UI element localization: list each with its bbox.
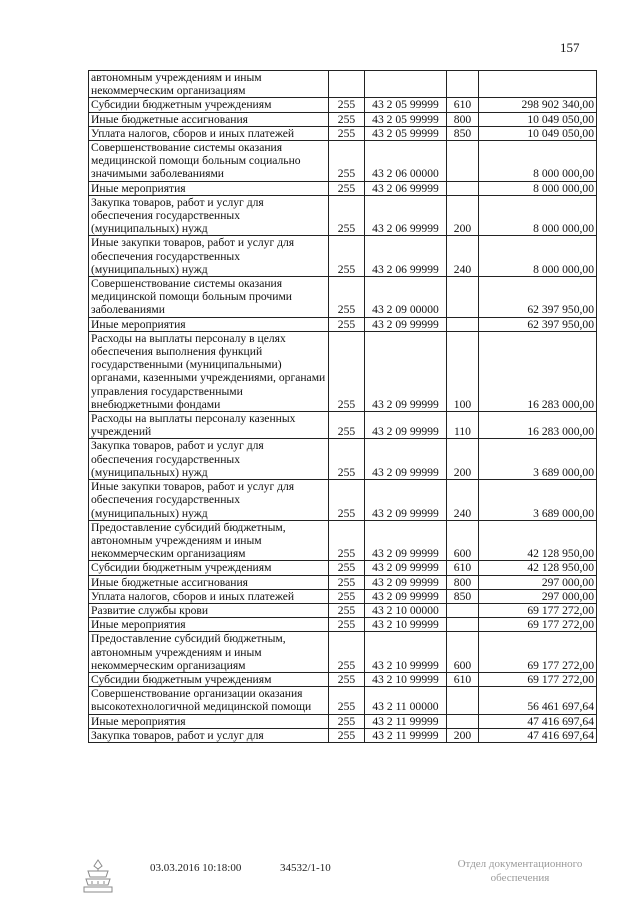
row-name: Расходы на выплаты персоналу в целях обеспечения выполнения функций государственными (муниципальными) органами, казенными учреждениями, органами управления государственными внебюджетными фондами bbox=[89, 331, 329, 411]
row-amount: 42 128 950,00 bbox=[479, 561, 597, 575]
row-name: Иные мероприятия bbox=[89, 317, 329, 331]
row-target-code: 43 2 09 99999 bbox=[365, 439, 447, 480]
row-name: Субсидии бюджетным учреждениям bbox=[89, 98, 329, 112]
row-target-code: 43 2 11 99999 bbox=[365, 714, 447, 728]
row-name: Развитие службы крови bbox=[89, 603, 329, 617]
row-code: 255 bbox=[329, 195, 365, 236]
row-expense-type bbox=[447, 141, 479, 182]
row-target-code: 43 2 10 00000 bbox=[365, 603, 447, 617]
table-row bbox=[89, 480, 597, 521]
table-row bbox=[89, 728, 597, 742]
row-name: Иные закупки товаров, работ и услуг для обеспечения государственных (муниципальных) нужд bbox=[89, 480, 329, 521]
row-expense-type: 800 bbox=[447, 575, 479, 589]
row-target-code: 43 2 10 99999 bbox=[365, 618, 447, 632]
row-expense-type bbox=[447, 317, 479, 331]
table-row bbox=[89, 331, 597, 411]
row-name: Совершенствование системы оказания медицинской помощи больным прочими заболеваниями bbox=[89, 277, 329, 318]
row-name: Совершенствование организации оказания высокотехнологичной медицинской помощи bbox=[89, 687, 329, 714]
row-target-code: 43 2 09 99999 bbox=[365, 412, 447, 439]
department-stamp: Отдел документационного обеспечения bbox=[457, 858, 583, 884]
table-row bbox=[89, 277, 597, 318]
row-target-code: 43 2 06 00000 bbox=[365, 141, 447, 182]
emblem-icon bbox=[80, 857, 116, 895]
table-row bbox=[89, 412, 597, 439]
row-expense-type bbox=[447, 603, 479, 617]
row-name: Иные бюджетные ассигнования bbox=[89, 112, 329, 126]
table-row bbox=[89, 317, 597, 331]
row-target-code: 43 2 09 99999 bbox=[365, 575, 447, 589]
row-amount: 47 416 697,64 bbox=[479, 728, 597, 742]
row-code: 255 bbox=[329, 618, 365, 632]
table-row bbox=[89, 71, 597, 98]
row-code: 255 bbox=[329, 439, 365, 480]
row-expense-type: 800 bbox=[447, 112, 479, 126]
row-target-code: 43 2 09 99999 bbox=[365, 317, 447, 331]
row-amount: 16 283 000,00 bbox=[479, 412, 597, 439]
row-amount: 3 689 000,00 bbox=[479, 480, 597, 521]
row-name: Иные мероприятия bbox=[89, 714, 329, 728]
row-target-code: 43 2 09 99999 bbox=[365, 480, 447, 521]
table-row bbox=[89, 589, 597, 603]
row-target-code: 43 2 10 99999 bbox=[365, 672, 447, 686]
budget-table-body bbox=[89, 71, 597, 743]
row-target-code: 43 2 09 99999 bbox=[365, 589, 447, 603]
row-name: Закупка товаров, работ и услуг для обеспечения государственных (муниципальных) нужд bbox=[89, 195, 329, 236]
row-expense-type: 610 bbox=[447, 561, 479, 575]
row-amount: 8 000 000,00 bbox=[479, 181, 597, 195]
table-row bbox=[89, 141, 597, 182]
row-expense-type: 110 bbox=[447, 412, 479, 439]
row-name: Предоставление субсидий бюджетным, автономным учреждениям и иным некоммерческим организациям bbox=[89, 632, 329, 673]
row-code: 255 bbox=[329, 714, 365, 728]
row-amount: 42 128 950,00 bbox=[479, 520, 597, 561]
table-row bbox=[89, 195, 597, 236]
table-row bbox=[89, 603, 597, 617]
row-code: 255 bbox=[329, 480, 365, 521]
row-code: 255 bbox=[329, 520, 365, 561]
row-code bbox=[329, 71, 365, 98]
table-row bbox=[89, 126, 597, 140]
row-expense-type: 200 bbox=[447, 728, 479, 742]
row-name: Закупка товаров, работ и услуг для bbox=[89, 728, 329, 742]
document-timestamp: 03.03.2016 10:18:00 bbox=[150, 862, 242, 874]
row-code: 255 bbox=[329, 672, 365, 686]
row-code: 255 bbox=[329, 277, 365, 318]
registration-number: 34532/1-10 bbox=[280, 862, 331, 874]
row-name: Субсидии бюджетным учреждениям bbox=[89, 561, 329, 575]
row-amount: 62 397 950,00 bbox=[479, 317, 597, 331]
row-name: Иные закупки товаров, работ и услуг для обеспечения государственных (муниципальных) нужд bbox=[89, 236, 329, 277]
row-code: 255 bbox=[329, 126, 365, 140]
row-target-code: 43 2 10 99999 bbox=[365, 632, 447, 673]
row-amount bbox=[479, 71, 597, 98]
row-expense-type bbox=[447, 181, 479, 195]
row-code: 255 bbox=[329, 575, 365, 589]
budget-table bbox=[88, 70, 597, 743]
row-amount: 10 049 050,00 bbox=[479, 112, 597, 126]
row-code: 255 bbox=[329, 98, 365, 112]
page-number: 157 bbox=[560, 40, 580, 55]
row-code: 255 bbox=[329, 236, 365, 277]
row-name: автономным учреждениям и иным некоммерческим организациям bbox=[89, 71, 329, 98]
row-amount: 47 416 697,64 bbox=[479, 714, 597, 728]
row-name: Иные бюджетные ассигнования bbox=[89, 575, 329, 589]
row-expense-type: 600 bbox=[447, 520, 479, 561]
table-row bbox=[89, 561, 597, 575]
row-name: Уплата налогов, сборов и иных платежей bbox=[89, 589, 329, 603]
row-expense-type: 850 bbox=[447, 589, 479, 603]
row-amount: 3 689 000,00 bbox=[479, 439, 597, 480]
row-amount: 69 177 272,00 bbox=[479, 618, 597, 632]
row-amount: 8 000 000,00 bbox=[479, 141, 597, 182]
row-expense-type: 240 bbox=[447, 236, 479, 277]
row-target-code: 43 2 05 99999 bbox=[365, 112, 447, 126]
table-row bbox=[89, 520, 597, 561]
row-name: Иные мероприятия bbox=[89, 181, 329, 195]
row-expense-type: 850 bbox=[447, 126, 479, 140]
table-row bbox=[89, 439, 597, 480]
row-target-code: 43 2 09 00000 bbox=[365, 277, 447, 318]
row-code: 255 bbox=[329, 561, 365, 575]
row-target-code: 43 2 06 99999 bbox=[365, 236, 447, 277]
row-target-code: 43 2 05 99999 bbox=[365, 126, 447, 140]
row-expense-type: 610 bbox=[447, 672, 479, 686]
row-expense-type bbox=[447, 277, 479, 318]
table-row bbox=[89, 687, 597, 714]
row-code: 255 bbox=[329, 141, 365, 182]
table-row bbox=[89, 112, 597, 126]
row-code: 255 bbox=[329, 412, 365, 439]
row-code: 255 bbox=[329, 331, 365, 411]
row-target-code: 43 2 09 99999 bbox=[365, 520, 447, 561]
row-name: Иные мероприятия bbox=[89, 618, 329, 632]
row-amount: 8 000 000,00 bbox=[479, 195, 597, 236]
row-amount: 69 177 272,00 bbox=[479, 603, 597, 617]
row-target-code: 43 2 06 99999 bbox=[365, 195, 447, 236]
row-amount: 297 000,00 bbox=[479, 589, 597, 603]
table-row bbox=[89, 181, 597, 195]
row-target-code: 43 2 05 99999 bbox=[365, 98, 447, 112]
row-target-code: 43 2 06 99999 bbox=[365, 181, 447, 195]
row-code: 255 bbox=[329, 603, 365, 617]
row-amount: 56 461 697,64 bbox=[479, 687, 597, 714]
row-expense-type: 200 bbox=[447, 195, 479, 236]
table-row bbox=[89, 632, 597, 673]
row-amount: 69 177 272,00 bbox=[479, 672, 597, 686]
row-amount: 62 397 950,00 bbox=[479, 277, 597, 318]
row-target-code: 43 2 09 99999 bbox=[365, 331, 447, 411]
row-name: Закупка товаров, работ и услуг для обеспечения государственных (муниципальных) нужд bbox=[89, 439, 329, 480]
row-expense-type: 600 bbox=[447, 632, 479, 673]
row-code: 255 bbox=[329, 589, 365, 603]
row-code: 255 bbox=[329, 687, 365, 714]
row-expense-type: 100 bbox=[447, 331, 479, 411]
row-expense-type bbox=[447, 687, 479, 714]
row-amount: 16 283 000,00 bbox=[479, 331, 597, 411]
row-expense-type bbox=[447, 618, 479, 632]
row-target-code: 43 2 09 99999 bbox=[365, 561, 447, 575]
table-row bbox=[89, 236, 597, 277]
row-amount: 69 177 272,00 bbox=[479, 632, 597, 673]
row-target-code: 43 2 11 99999 bbox=[365, 728, 447, 742]
row-expense-type: 240 bbox=[447, 480, 479, 521]
row-expense-type: 200 bbox=[447, 439, 479, 480]
row-amount: 10 049 050,00 bbox=[479, 126, 597, 140]
row-name: Уплата налогов, сборов и иных платежей bbox=[89, 126, 329, 140]
row-expense-type: 610 bbox=[447, 98, 479, 112]
document-footer bbox=[80, 857, 600, 897]
table-row bbox=[89, 618, 597, 632]
row-expense-type bbox=[447, 714, 479, 728]
row-name: Расходы на выплаты персоналу казенных учреждений bbox=[89, 412, 329, 439]
row-code: 255 bbox=[329, 112, 365, 126]
row-expense-type bbox=[447, 71, 479, 98]
row-code: 255 bbox=[329, 632, 365, 673]
row-code: 255 bbox=[329, 181, 365, 195]
row-name: Предоставление субсидий бюджетным, автономным учреждениям и иным некоммерческим организациям bbox=[89, 520, 329, 561]
row-amount: 298 902 340,00 bbox=[479, 98, 597, 112]
row-code: 255 bbox=[329, 728, 365, 742]
table-row bbox=[89, 714, 597, 728]
row-target-code: 43 2 11 00000 bbox=[365, 687, 447, 714]
row-amount: 8 000 000,00 bbox=[479, 236, 597, 277]
row-code: 255 bbox=[329, 317, 365, 331]
row-amount: 297 000,00 bbox=[479, 575, 597, 589]
row-name: Субсидии бюджетным учреждениям bbox=[89, 672, 329, 686]
table-row bbox=[89, 672, 597, 686]
row-name: Совершенствование системы оказания медицинской помощи больным социально значимыми заболеваниями bbox=[89, 141, 329, 182]
table-row bbox=[89, 575, 597, 589]
row-target-code bbox=[365, 71, 447, 98]
table-row bbox=[89, 98, 597, 112]
